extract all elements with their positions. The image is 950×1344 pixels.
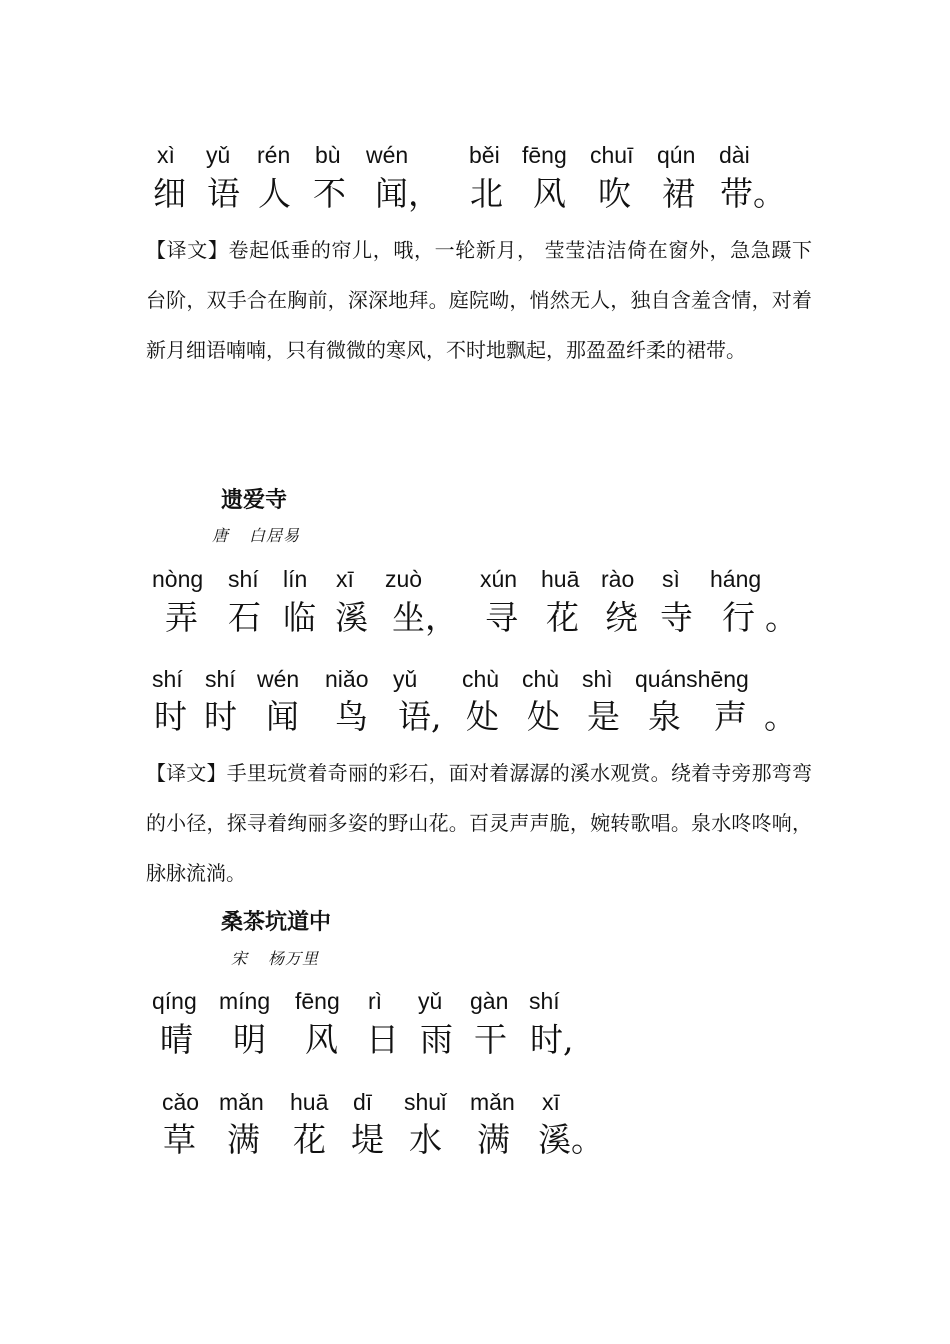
hanzi-char: 花 [293,1120,326,1159]
hanzi-char: 鸟 [335,697,368,736]
pinyin-syllable: rì [368,988,383,1014]
poem1-translation: 【译文】卷起低垂的帘儿，哦，一轮新月， 莹莹洁洁倚在窗外，急急蹑下台阶，双手合在胸前，深深地拜。庭院呦，悄然无人，独自含羞含情，对着新月细语喃喃，只有微微的寒风，不时地飘起，那盈盈纤柔的裙带。 [146,238,812,362]
hanzi-char: 满 [227,1120,260,1159]
hanzi-char: 风 [533,174,566,213]
poem2-author: 白居易 [249,526,301,545]
pinyin-syllable: rào [601,566,635,592]
pinyin-syllable: bù [315,142,341,168]
hanzi-char: 。 [764,697,797,736]
pinyin-syllable: huā [541,566,580,592]
pinyin-syllable: rén [257,142,291,168]
pinyin-syllable: shì [582,666,613,692]
pinyin-syllable: xì [157,142,175,168]
poem2-translation: 【译文】手里玩赏着奇丽的彩石，面对着潺潺的溪水观赏。绕着寺旁那弯弯的小径，探寻着绚丽多姿的野山花。百灵声声脆，婉转歌唱。泉水咚咚响，脉脉流淌。 [146,761,812,885]
hanzi-char: 是 [587,697,620,736]
poem3-byline [231,948,339,970]
pinyin-syllable: míng [219,988,271,1014]
pinyin-syllable: mǎn [470,1089,515,1115]
hanzi-char: 水 [409,1120,442,1159]
poem2-title: 遗爱寺 [221,488,288,513]
pinyin-syllable: fēng [295,988,340,1014]
hanzi-char: 语, [398,697,442,736]
pinyin-syllable: cǎo [162,1089,200,1115]
pinyin-syllable: zuò [385,566,423,592]
poem3-title: 桑茶坑道中 [221,910,332,935]
poem3-author: 杨万里 [268,949,320,968]
pinyin-syllable: wén [366,142,409,168]
pinyin-syllable: dài [719,142,750,168]
hanzi-char: 花 [546,598,579,637]
pinyin-syllable: yǔ [206,142,231,168]
pinyin-syllable: yǔ [418,988,443,1014]
hanzi-char: 堤 [351,1120,384,1159]
pinyin-syllable: qíng [152,988,197,1014]
hanzi-char: 吹 [598,174,631,213]
pinyin-syllable: shí [205,666,236,692]
hanzi-char: 声 [714,697,747,736]
pinyin-syllable: shuǐ [404,1089,447,1115]
poem2-dynasty: 唐 [212,526,230,545]
hanzi-char: 满 [477,1120,510,1159]
hanzi-char: 时 [204,697,237,736]
hanzi-char: 寻 [485,598,518,637]
pinyin-syllable: chuī [590,142,634,168]
hanzi-char: 寺 [660,598,693,637]
hanzi-char: 。 [765,598,798,637]
pinyin-syllable: yǔ [393,666,418,692]
hanzi-char: 闻 [266,697,299,736]
hanzi-char: 晴 [160,1020,193,1059]
pinyin-syllable: běi [469,142,500,168]
hanzi-char: 时 [154,697,187,736]
hanzi-char: 语 [207,174,240,213]
pinyin-syllable: niǎo [325,666,369,692]
pinyin-syllable: shí [152,666,183,692]
hanzi-char: 裙 [662,174,695,213]
pinyin-syllable: chù [462,666,500,692]
pinyin-syllable: xī [336,566,354,592]
hanzi-char: 绕 [605,598,638,637]
pinyin-syllable: dī [353,1089,373,1115]
hanzi-char: 北 [470,174,503,213]
hanzi-char: 坐， [392,598,458,637]
hanzi-char: 明 [233,1020,266,1059]
hanzi-char: 风 [305,1020,338,1059]
hanzi-char: 日 [366,1020,399,1059]
hanzi-char: 不 [313,174,346,213]
pinyin-syllable: shí [529,988,560,1014]
hanzi-char: 弄 [165,598,198,637]
pinyin-syllable: xī [542,1089,560,1115]
pinyin-syllable: gàn [470,988,509,1014]
hanzi-char: 人 [258,174,291,213]
pinyin-syllable: lín [283,566,308,592]
pinyin-syllable: huā [290,1089,329,1115]
hanzi-char: 石 [228,598,261,637]
hanzi-char: 时, [530,1020,574,1059]
poem3-dynasty: 宋 [231,949,249,968]
pinyin-syllable: chù [522,666,560,692]
hanzi-char: 闻， [375,174,441,213]
hanzi-char: 处 [466,697,499,736]
poem2-byline [212,525,320,547]
pinyin-syllable: quánshēng [635,666,749,692]
hanzi-char: 带。 [720,174,786,213]
hanzi-char: 溪。 [538,1120,604,1159]
pinyin-syllable: nòng [152,566,204,592]
hanzi-char: 溪 [335,598,368,637]
pinyin-syllable: wén [257,666,300,692]
hanzi-char: 处 [527,697,560,736]
hanzi-char: 临 [283,598,316,637]
hanzi-char: 泉 [648,697,681,736]
pinyin-syllable: qún [657,142,696,168]
pinyin-syllable: mǎn [219,1089,264,1115]
pinyin-syllable: fēng [522,142,567,168]
pinyin-syllable: háng [710,566,762,592]
pinyin-syllable: shí [228,566,259,592]
pinyin-syllable: xún [480,566,518,592]
hanzi-char: 行 [722,598,755,637]
hanzi-char: 干 [474,1020,507,1059]
hanzi-char: 细 [153,174,186,213]
hanzi-char: 雨 [420,1020,453,1059]
hanzi-char: 草 [163,1120,196,1159]
pinyin-syllable: sì [662,566,680,592]
